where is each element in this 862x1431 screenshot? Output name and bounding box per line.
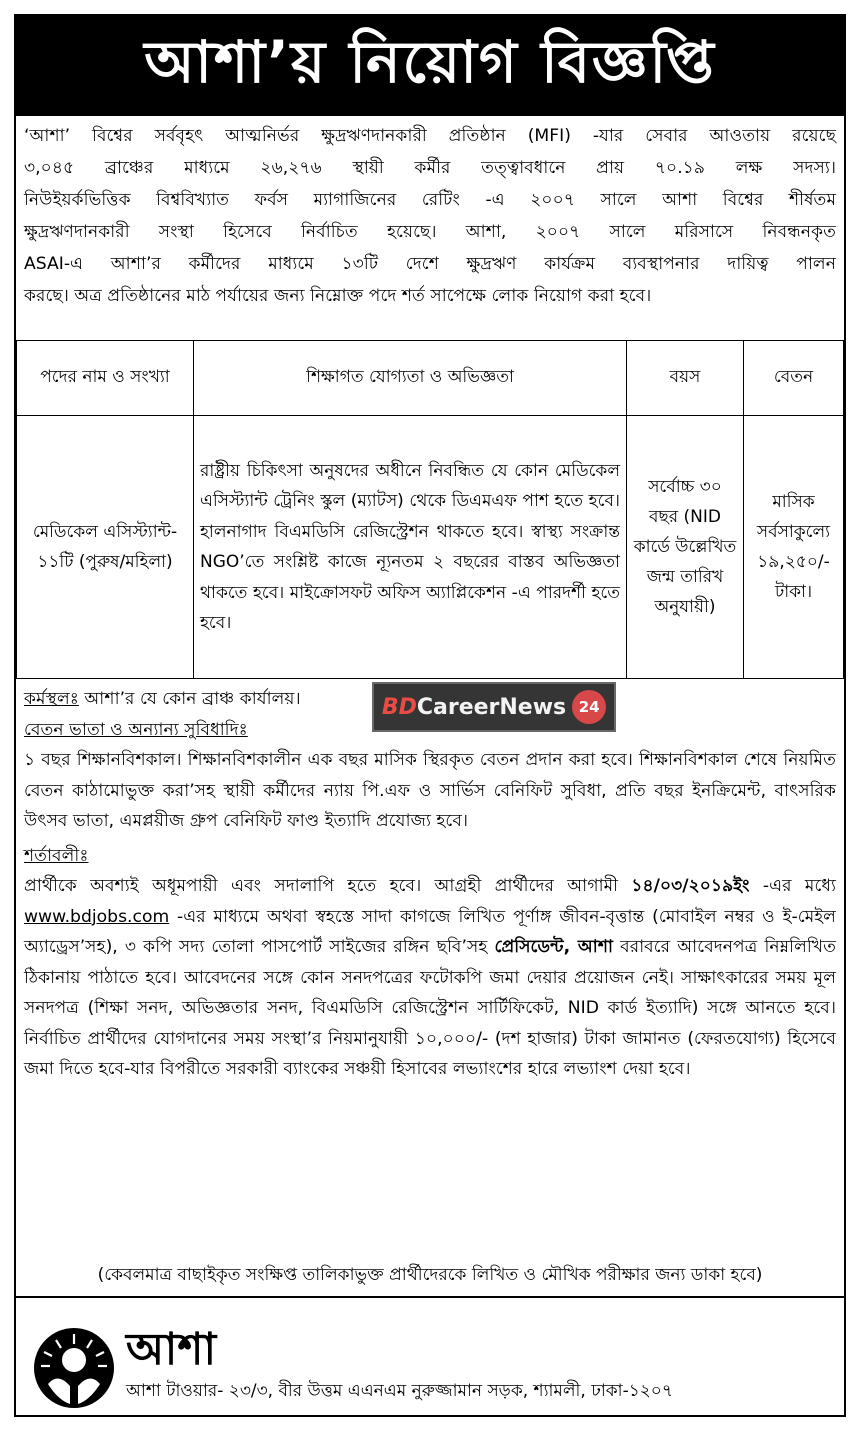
asa-logo-icon	[32, 1326, 116, 1410]
watermark-career: CareerNews	[416, 694, 567, 720]
intro-line: ‘আশা’ বিশ্বের সর্ববৃহৎ আত্মনির্ভর ক্ষুদ্রঋণদানকারী প্রতিষ্ঠান (MFI) -যার সেবার আওতায় রয়েছে	[24, 126, 836, 146]
brand-name: আশা	[126, 1324, 217, 1375]
conditions-part: বরাবরে আবেদনপত্র নিম্নলিখিত ঠিকানায় পাঠাতে হবে। আবেদনের সঙ্গে কোন সনদপত্রের ফটোকপি জমা দেয়ার প্রয়োজন নেই। সাক্ষাৎকারের সময় মূল সনদপত্র (শিক্ষা সনদ, অভিজ্ঞতার সনদ, বিএমডিসি রেজিস্ট্রেশন সার্টিফিকেট, NID কার্ড ইত্যাদি) সঙ্গে আনতে হবে। নির্বাচিত প্রার্থীদের যোগদানের সময় সংস্থা’র নিয়মানুযায়ী ১০,০০০/- (দশ হাজার) টাকা জামানত (ফেরতযোগ্য) হিসেবে জমা দিতে হবে-যার বিপরীতে সরকারী ব্যাংকের সঞ্চয়ী হিসাবের লভ্যাংশের হারে লভ্যাংশ দেয়া হবে।	[24, 937, 836, 1079]
conditions-text	[24, 871, 836, 1085]
recipient: প্রেসিডেন্ট, আশা	[494, 937, 614, 957]
intro-line: নিউইয়র্কভিত্তিক বিশ্ববিখ্যাত ফর্বস ম্যাগাজিনের রেটিং -এ ২০০৭ সালে আশা বিশ্বের শীর্ষতম	[24, 190, 836, 210]
shortlist-notice: (কেবলমাত্র বাছাইকৃত সংক্ষিপ্ত তালিকাভুক্ত প্রার্থীদেরকে লিখিত ও মৌখিক পরীক্ষার জন্য ডাকা হবে)	[97, 1265, 763, 1285]
header-qualification: শিক্ষাগত যোগ্যতা ও অভিজ্ঞতা	[194, 341, 627, 416]
cell-post: মেডিকেল এসিস্ট্যান্ট- ১১টি (পুরুষ/মহিলা)	[17, 416, 194, 679]
page-title: আশা’য় নিয়োগ বিজ্ঞপ্তি	[16, 16, 844, 116]
watermark-bd: BD	[381, 694, 417, 720]
table-header-row	[17, 341, 844, 416]
benefits-text: ১ বছর শিক্ষানবিশকাল। শিক্ষানবিশকালীন এক বছর মাসিক স্থিরকৃত বেতন প্রদান করা হবে। শিক্ষানবিশকাল শেষে নিয়মিত বেতন কাঠামোভুক্ত করা’সহ স্থায়ী কর্মীদের ন্যায় পি.এফ ও সার্ভিস বেনিফিট সুবিধা, প্রতি বছর ইনক্রিমেন্ট, বাৎসরিক উৎসব ভাতা, এমপ্লয়ীজ গ্রুপ বেনিফিট ফাণ্ড ইত্যাদি প্রযোজ্য হবে।	[24, 750, 836, 831]
header-post: পদের নাম ও সংখ্যা	[17, 341, 194, 416]
intro-line: ক্ষুদ্রঋণদানকারী সংস্থা হিসেবে নির্বাচিত হয়েছে। আশা, ২০০৭ সালে মরিসাসে নিবন্ধনকৃত	[24, 222, 836, 242]
header-age: বয়স	[627, 341, 744, 416]
conditions-part: -এর মধ্যে	[749, 876, 836, 896]
watermark-24: 24	[572, 690, 606, 724]
conditions-part: -এর মাধ্যমে অথবা স্বহস্তে সাদা কাগজে লিখিত পূর্ণাঙ্গ জীবন-বৃত্তান্ত (মোবাইল নম্বর ও ই-মেইল অ্যাড্রেস’সহ), ৩ কপি সদ্য তোলা পাসপোর্ট সাইজের রঙ্গিন ছবি’সহ	[24, 906, 836, 957]
conditions-heading: শর্তাবলীঃ	[24, 845, 89, 866]
intro-line: ৩,০৪৫ ব্রাঞ্চের মাধ্যমে ২৬,২৭৬ স্থায়ী কর্মীর তত্ত্বাবধানে প্রায় ৭০.১৯ লক্ষ সদস্য।	[24, 158, 836, 178]
intro-line: ASAI-এ আশা’র কর্মীদের মাধ্যমে ১৩টি দেশে ক্ষুদ্রঋণ কার্যক্রম ব্যবস্থাপনার দায়িত্ব পালন	[24, 254, 836, 274]
cell-age: সর্বোচ্চ ৩০ বছর (NID কার্ডে উল্লেখিত জন্ম তারিখ অনুযায়ী)	[627, 416, 744, 679]
deadline-date: ১৪/০৩/২০১৯ইং	[631, 876, 750, 896]
watermark-logo	[372, 682, 616, 732]
conditions-part: প্রার্থীকে অবশ্যই অধূমপায়ী এবং সদালাপি হতে হবে। আগ্রহী প্রার্থীদের আগামী	[24, 876, 632, 896]
table-row	[17, 416, 844, 679]
header-salary: বেতন	[744, 341, 844, 416]
office-address: আশা টাওয়ার- ২৩/৩, বীর উত্তম এএনএম নুরুজ্জামান সড়ক, শ্যামলী, ঢাকা-১২০৭	[126, 1381, 673, 1401]
workplace-value: আশা’র যে কোন ব্রাঞ্চ কার্যালয়।	[78, 689, 301, 709]
workplace-label: কর্মস্থলঃ	[24, 689, 79, 709]
job-table	[16, 340, 844, 679]
cell-qualification: রাষ্ট্রীয় চিকিৎসা অনুষদের অধীনে নিবন্ধিত যে কোন মেডিকেল এসিস্ট্যান্ট ট্রেনিং স্কুল (ম্যাটস) থেকে ডিএমএফ পাশ হতে হবে। হালনাগাদ বিএমডিসি রেজিস্ট্রেশন থাকতে হবে। স্বাস্থ্য সংক্রান্ত NGO’তে সংশ্লিষ্ট কাজে ন্যূনতম ২ বছরের বাস্তব অভিজ্ঞতা থাকতে হবে। মাইক্রোসফট অফিস অ্যাপ্লিকেশন -এ পারদর্শী হতে হবে।	[194, 416, 627, 679]
details-section	[24, 684, 836, 1085]
cell-salary: মাসিক সর্বসাকুল্যে ১৯,২৫০/- টাকা।	[744, 416, 844, 679]
intro-paragraph	[24, 120, 836, 312]
benefits-heading: বেতন ভাতা ও অন্যান্য সুবিধাদিঃ	[24, 719, 248, 740]
bdjobs-link[interactable]: www.bdjobs.com	[24, 906, 170, 927]
divider	[16, 1296, 844, 1298]
intro-line: করছে। অত্র প্রতিষ্ঠানের মাঠ পর্যায়ের জন্য নিম্নোক্ত পদে শর্ত সাপেক্ষে লোক নিয়োগ করা হবে।	[24, 286, 652, 306]
